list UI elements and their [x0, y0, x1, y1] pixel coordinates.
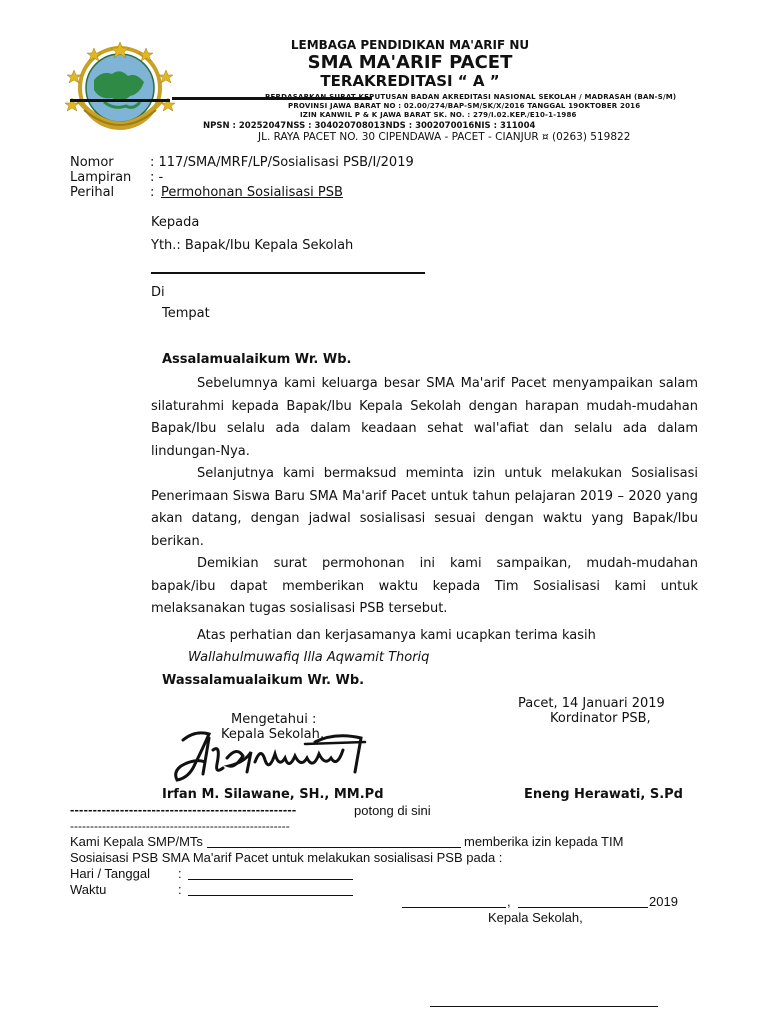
closing: Wassalamualaikum Wr. Wb.: [162, 673, 365, 688]
cutoff-dashes-2: -------------------------------------------------------: [70, 819, 290, 833]
hari-blank: [188, 879, 353, 880]
place-blank: [402, 907, 506, 908]
mengetahui: Mengetahui :: [231, 712, 317, 727]
coordinator-name: Eneng Herawati, S.Pd: [524, 787, 683, 802]
perihal-value: Permohonan Sosialisasi PSB: [161, 185, 343, 200]
paragraph-3: Demikian surat permohonan ini kami sampaikan, mudah-mudahan bapak/ibu dapat memberikan waktu kepada Tim Sosialisasi kami untuk melaksanakan tugas sosialisasi PSB tersebut.: [151, 556, 698, 616]
signer-title: Kepala Sekolah,: [488, 910, 583, 925]
di: Di: [151, 285, 165, 300]
head-signature: [165, 728, 380, 790]
cutoff-dashes: --------------------------------------------------: [70, 802, 297, 817]
perihal-colon: :: [150, 185, 155, 200]
school-logo: [64, 40, 176, 142]
place-date: Pacet, 14 Januari 2019: [518, 696, 665, 711]
npsn-line: NPSN : 20252047NSS : 304020708013NDS : 3002070016NIS : 311004: [203, 121, 536, 131]
paragraph-2: Selanjutnya kami bermaksud meminta izin untuk melakukan Sosialisasi Penerimaan Siswa Baru SMA Ma'arif Pacet untuk tahun pelajaran 2019 – 2020 yang akan datang, dengan jadwal sosialisasi sesuai dengan waktu yang Bapak/Ibu berikan.: [151, 466, 698, 549]
lampiran-label: Lampiran: [70, 170, 132, 185]
greeting: Assalamualaikum Wr. Wb.: [162, 352, 352, 367]
permission-line-1a: Kami Kepala SMP/MTs: [70, 834, 203, 849]
waktu-colon: :: [178, 882, 182, 897]
permission-line-2: Sosiaisasi PSB SMA Ma'arif Pacet untuk melakukan sosialisasi PSB pada :: [70, 850, 503, 865]
recipient-blank-line: [151, 272, 425, 274]
permission-line-1b: memberika izin kepada TIM: [464, 834, 624, 849]
accreditation-line-1: BERDASARKAN SURAT KEPUTUSAN BADAN AKREDITASI NASIONAL SEKOLAH / MADRASAH (BAN-S/M): [265, 93, 677, 101]
cutoff-label: potong di sini: [354, 803, 431, 818]
coordinator-title: Kordinator PSB,: [550, 711, 651, 726]
place-comma: ,: [507, 894, 511, 909]
accreditation-line-3: IZIN KANWIL P & K JAWA BARAT SK. NO. : 279/I.02.KEP./E10-1-1986: [300, 111, 577, 119]
date-year: 2019: [649, 894, 678, 909]
tempat: Tempat: [162, 306, 210, 321]
waktu-blank: [188, 895, 353, 896]
signer-blank: [430, 1006, 658, 1007]
address-line: JL. RAYA PACET NO. 30 CIPENDAWA - PACET - CIANJUR ¤ (0263) 519822: [258, 131, 631, 143]
school-name: SMA MA'ARIF PACET: [307, 52, 513, 73]
nomor-label: Nomor: [70, 155, 114, 170]
date-blank: [518, 907, 648, 908]
recipient: Yth.: Bapak/Ibu Kepala Sekolah: [151, 238, 354, 253]
org-name: LEMBAGA PENDIDIKAN MA'ARIF NU: [290, 38, 530, 52]
waktu-label: Waktu: [70, 882, 107, 897]
closing-phrase: Wallahulmuwafiq Illa Aqwamit Thoriq: [188, 650, 430, 665]
smp-name-blank: [207, 847, 461, 848]
accreditation-line-2: PROVINSI JAWA BARAT NO : 02.00/274/BAP-SM/SK/X/2016 TANGGAL 19OKTOBER 2016: [288, 102, 641, 110]
lampiran-value: : -: [150, 170, 164, 185]
kepada: Kepada: [151, 215, 200, 230]
head-title: Kepala Sekolah,: [221, 727, 325, 742]
perihal-label: Perihal: [70, 185, 115, 200]
head-name: Irfan M. Silawane, SH., MM.Pd: [162, 787, 384, 802]
hari-label: Hari / Tanggal: [70, 866, 150, 881]
accreditation-title: TERAKREDITASI “ A ”: [320, 72, 500, 90]
hari-colon: :: [178, 866, 182, 881]
nomor-value: : 117/SMA/MRF/LP/Sosialisasi PSB/I/2019: [150, 155, 414, 170]
paragraph-4: Atas perhatian dan kerjasamanya kami ucapkan terima kasih: [197, 628, 596, 643]
paragraph-1: Sebelumnya kami keluarga besar SMA Ma'arif Pacet menyampaikan salam silaturahmi kepada Bapak/Ibu Kepala Sekolah dengan harapan mudah-mudahan Bapak/Ibu selalu ada dalam keadaan sehat wal'afiat dan selalu ada dalam lindungan-Nya.: [151, 376, 698, 459]
